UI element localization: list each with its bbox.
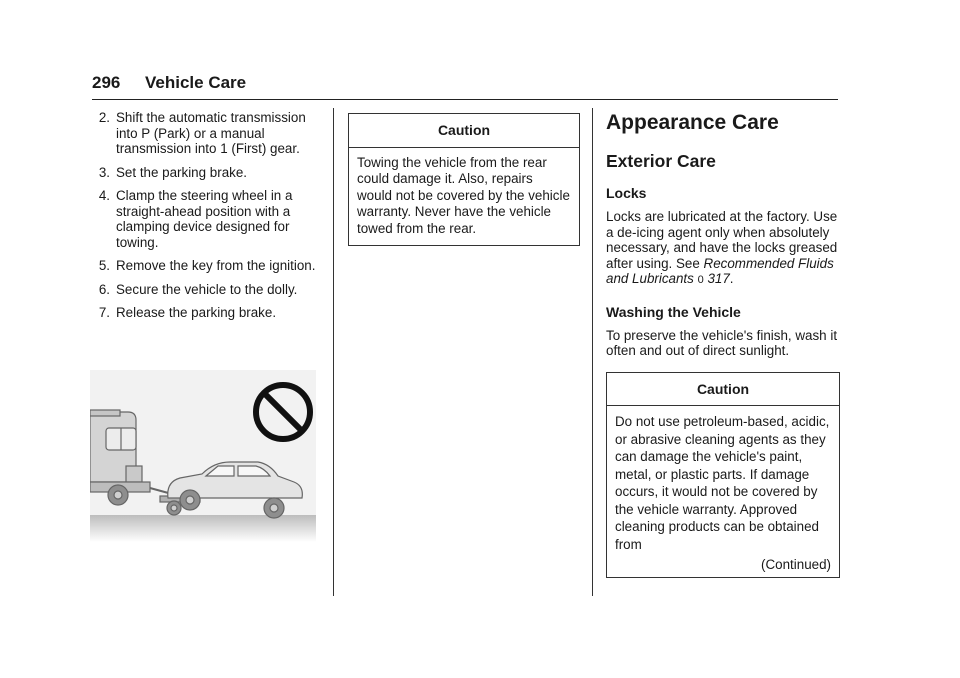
section-heading: Appearance Care — [606, 111, 779, 134]
section-title: Vehicle Care — [145, 73, 247, 92]
prohibited-towing-illustration — [90, 370, 316, 542]
washing-heading: Washing the Vehicle — [606, 303, 741, 320]
page-number: 296 — [92, 73, 121, 92]
column-divider — [333, 108, 334, 596]
list-item: 6. Secure the vehicle to the dolly. — [98, 281, 298, 297]
caution-box — [606, 372, 840, 578]
caution-title: Caution — [607, 373, 839, 407]
reference-page[interactable]: 317 — [707, 271, 730, 286]
caution-title: Caution — [349, 114, 579, 148]
list-item: 2. Shift the automatic transmission into P (Park) or a manual transmission into 1 (First) gear. — [98, 110, 306, 156]
column-left — [92, 110, 322, 329]
caution-body: Do not use petroleum-based, acidic, or abrasive cleaning agents as they can damage the vehicle's paint, metal, or plastic parts. If damage occurs, it would not be covered by the vehicle warranty. Approved cleaning products can be obtained from — [615, 414, 830, 552]
list-item: 4. Clamp the steering wheel in a straight-ahead position with a clamping device designed for towing. — [98, 188, 293, 250]
page-reference-icon: 0 — [697, 274, 704, 286]
cross-reference-link[interactable]: Recommended Fluids and Lubricants — [606, 255, 834, 286]
locks-text: Locks are lubricated at the factory. Use a de-icing agent only when absolutely necessary, and have the locks greased after using. See Recommended Fluids and Lubricants 0 317. — [606, 209, 838, 286]
page-header — [92, 71, 838, 100]
list-item: 5. Remove the key from the ignition. — [98, 258, 316, 273]
caution-body: Towing the vehicle from the rear could damage it. Also, repairs would not be covered by the vehicle warranty. Never have the vehicle towed from the rear. — [357, 154, 570, 236]
list-item: 3. Set the parking brake. — [98, 164, 248, 180]
caution-box — [348, 113, 580, 246]
towing-steps-list — [92, 110, 322, 321]
continued-label: (Continued) — [761, 557, 831, 572]
washing-text: To preserve the vehicle's finish, wash it often and out of direct sunlight. — [606, 327, 838, 358]
column-divider — [592, 108, 593, 596]
column-middle — [348, 110, 580, 246]
column-right — [606, 110, 840, 578]
list-item: 7. Release the parking brake. — [98, 305, 277, 320]
locks-heading: Locks — [606, 185, 647, 201]
subsection-heading: Exterior Care — [606, 151, 716, 171]
